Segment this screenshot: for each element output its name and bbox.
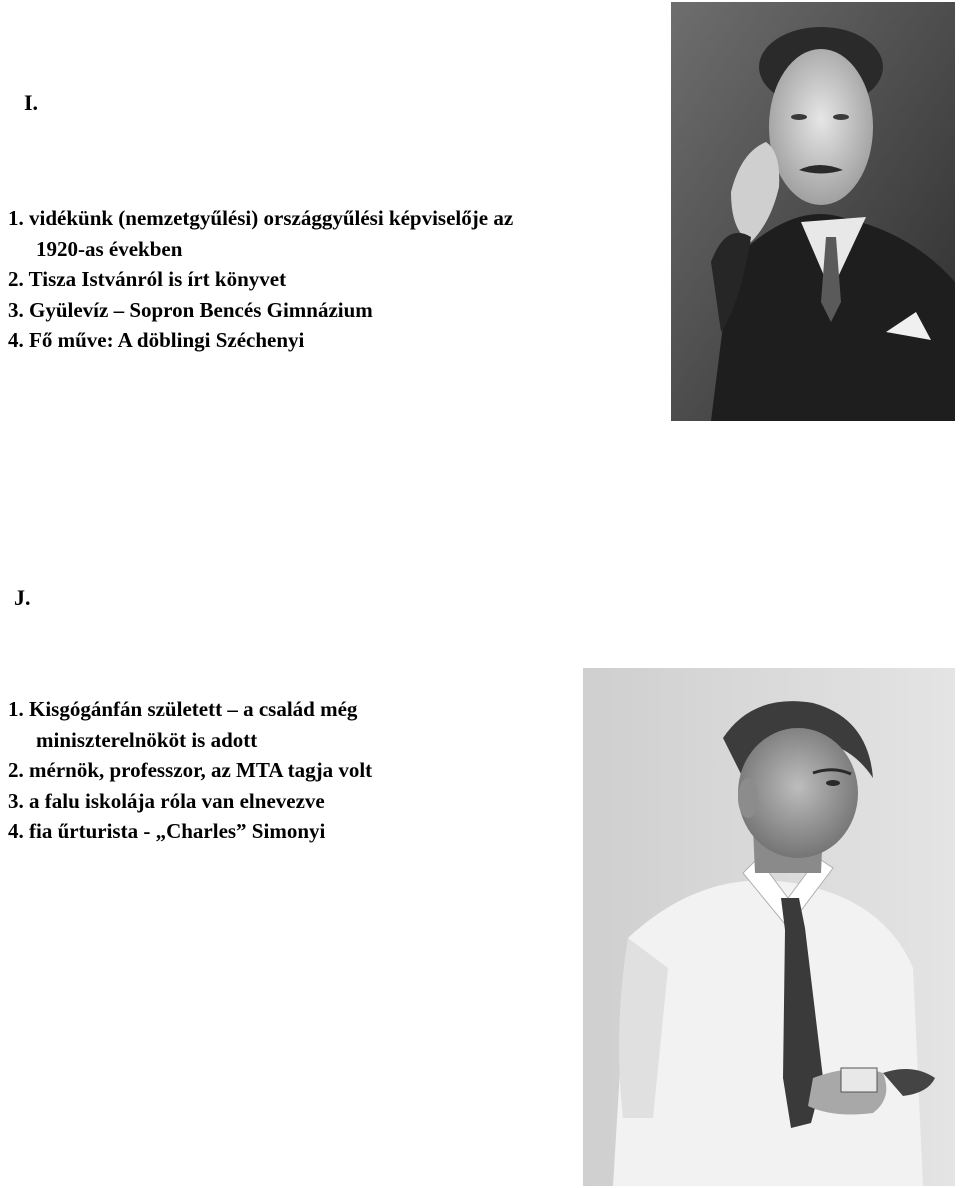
clue-line: 2. mérnök, professzor, az MTA tagja volt xyxy=(8,758,373,782)
section-i-clues xyxy=(8,203,513,356)
clue-line: 4. fia űrturista - „Charles” Simonyi xyxy=(8,819,326,843)
section-j-clues xyxy=(8,694,372,847)
clue-line: 1. vidékünk (nemzetgyűlési) országgyűlési képviselője az xyxy=(8,206,514,230)
clue-line: 4. Fő műve: A döblingi Széchenyi xyxy=(8,328,305,352)
clue-line: 2. Tisza Istvánról is írt könyvet xyxy=(8,267,287,291)
clue-line: 3. a falu iskolája róla van elnevezve xyxy=(8,788,325,813)
portrait-photo-drawing xyxy=(671,2,955,421)
section-j-heading: J. xyxy=(14,585,31,610)
clue-line: 3. Gyülevíz – Sopron Bencés Gimnázium xyxy=(8,297,373,322)
clue-line: 1920-as években xyxy=(36,236,183,261)
clue-line: 1. Kisgógánfán született – a család még xyxy=(8,697,358,721)
portrait-photo-man-with-mustache xyxy=(671,2,955,421)
clue-line: miniszterelnököt is adott xyxy=(36,727,258,752)
portrait-photo-older-man-white-shirt xyxy=(583,668,955,1186)
section-i-heading: I. xyxy=(24,90,39,115)
portrait-photo-drawing xyxy=(583,668,955,1186)
